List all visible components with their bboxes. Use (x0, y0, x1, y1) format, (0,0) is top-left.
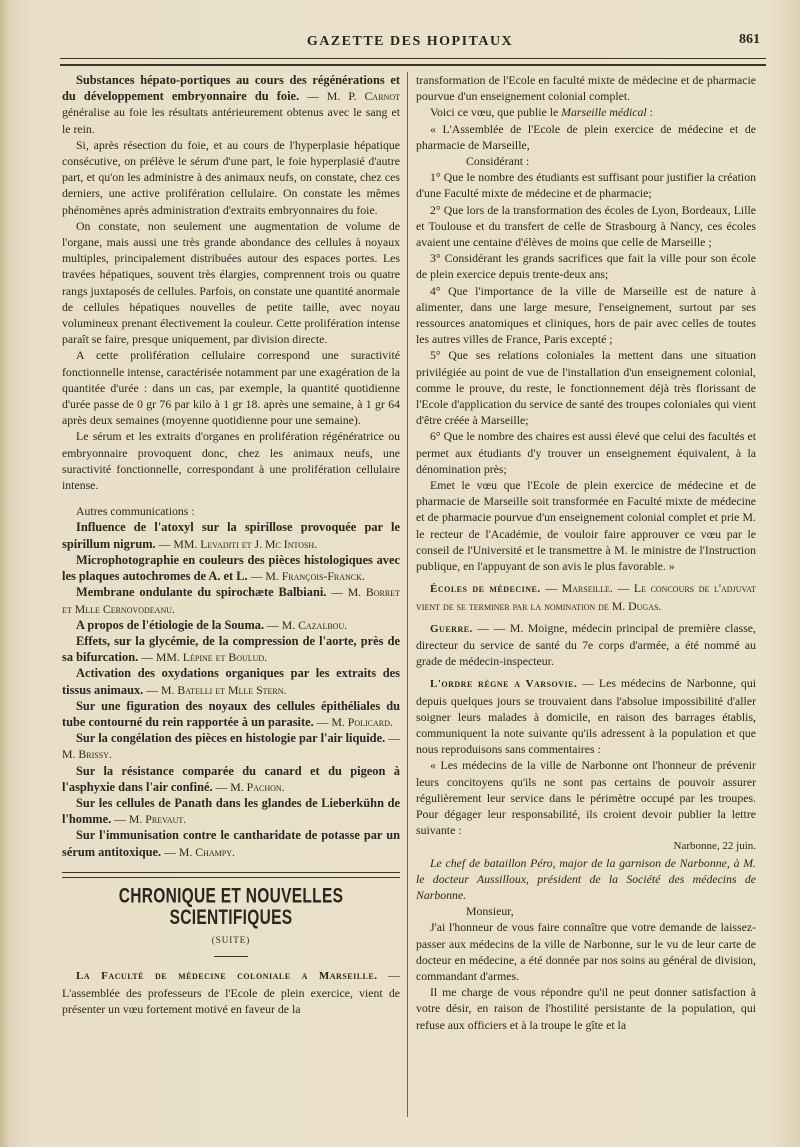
communication-author: — M. François-Franck. (250, 569, 365, 584)
communication-author: — M. Prevaut. (114, 812, 187, 827)
right-column (416, 72, 756, 1033)
communication-title: Sur une figuration des noyaux des cellules épithéliales du tube contourné du rein rapportée à un parasite. (62, 698, 400, 729)
communication-title: Effets, sur la glycémie, de la compression de l'aorte, près de sa bifurcation. (62, 633, 400, 665)
communication-item (62, 665, 400, 697)
considerant-label: Considérant : (466, 154, 530, 169)
communications-list (62, 519, 400, 859)
considerant-item: 6° Que le nombre des chaires est aussi élevé que celui des facultés et permet aux étudiants d'y trouver un enseignement équivalent, à la dénomination près; (416, 429, 756, 476)
text-span: : (646, 105, 653, 120)
article-author: — M. P. Carnot (307, 89, 400, 104)
communication-author: — M. Batelli et Mlle Stern. (146, 682, 287, 697)
news-text: — Les médecins de Narbonne, qui depuis quelques jours se trouvaient dans l'absolue impossibilité d'aller soigner leurs malades à domicile, en raison des barrages établis, communiquent la note suivante qu'ils adressent à la population et que nous reproduisons sans commentaires : (416, 676, 757, 757)
communication-item (62, 763, 400, 795)
news-item-faculte (62, 967, 400, 1017)
communication-author: — M. Policard. (316, 714, 393, 729)
page-header (60, 32, 760, 54)
considerant-item: 3° Considérant les grands sacrifices que fait la ville pour son école de plein exercice depuis trente-deux ans; (416, 251, 756, 282)
article-title: Substances hépato-portiques au cours des régénérations et du développement embryonnaire du foie. (62, 73, 400, 104)
dateline: Narbonne, 22 juin. (673, 840, 756, 853)
paragraph: Le sérum et les extraits d'organes en prolifération régénératrice ou embryonnaire provoquent donc, chez les animaux neufs, une suractivité fonctionnelle, correspondant à une prolifération cellulaire intense. (62, 429, 400, 493)
journal-title: GAZETTE DES HOPITAUX (306, 34, 514, 49)
communication-author: — MM. Levaditi et J. Mc Intosh. (158, 536, 318, 551)
resolution-paragraph: Emet le vœu que l'Ecole de plein exercice de médecine et de pharmacie de Marseille soit transformée en Faculté mixte de médecine et de pharmacie pourvue d'un enseignement colonial complet et prie M. le recteur de l'Académie, de vouloir faire approuver ce vœu par le conseil de l'Université et le transmettre à M. le ministre de l'Instruction publique, en l'appuyant de son avis le plus favorable. » (416, 478, 756, 574)
section-rule (62, 872, 400, 878)
quote-paragraph: « Les médecins de la ville de Narbonne ont l'honneur de prévenir leurs concitoyens qu'ils ne sont pas certains de pouvoir assurer régulièrement leur service dans le périmètre occupé par les troupes. Pour dégager leur responsabilité, ils croient devoir publier la lettre suivante : (416, 758, 756, 838)
communication-title: Sur l'immunisation contre le cantharidate de potasse par un sérum antitoxique. (62, 828, 400, 859)
letter-paragraph: J'ai l'honneur de vous faire connaître que votre demande de laissez-passer aux médecins de la ville de Narbonne, sur le vu de leur carte de docteur en médecine, a été donnée par nos soins au général de division, commandant d'armes. (416, 920, 756, 983)
news-text: — Marseille. — Le concours de l'adjuvat vient de se terminer par la nomination de M. Dugas. (416, 581, 756, 613)
communication-item (62, 730, 400, 762)
paragraph: transformation de l'Ecole en faculté mixte de médecine et de pharmacie pourvue d'un enseignement colonial complet. (416, 73, 756, 104)
section-heading: CHRONIQUE ET NOUVELLES SCIENTIFIQUES (118, 884, 344, 930)
page-margin-shadow (0, 0, 10, 1147)
communication-item (62, 519, 400, 551)
paragraph: A cette prolifération cellulaire correspond une suractivité fonctionnelle intense, caractérisée notamment par une exagération de la quantitée d'urée : dans un cas, par exemple, la quantité quotidienne d'urée passe de 0 gr 76 par kilo à 1 gr 18. après une semaine, à 1 gr 64 après deux semaines (moyenne quotidienne pour une semaine). (62, 348, 400, 428)
news-text: — — M. Moigne, médecin principal de première classe, directeur du service de santé du 7e corps d'armée, a été nommé au grade de médecin-inspecteur. (416, 620, 756, 669)
news-heading: L'ordre règne a Varsovie. (430, 678, 578, 691)
communication-author: — M. Pachon. (215, 779, 285, 794)
letter-address: Le chef de bataillon Péro, major de la garnison de Narbonne, à M. le docteur Aussilloux, président de la Société des médecins de Narbonne. (416, 855, 756, 902)
paragraph: « L'Assemblée de l'Ecole de plein exercice de médecine et de pharmacie de Marseille, (416, 121, 756, 152)
communication-item (62, 795, 400, 827)
communication-item (62, 584, 400, 616)
paragraph: Si, après résection du foie, et au cours de l'hyperplasie hépatique consécutive, on prélève le sérum d'une part, le foie hyperplasié d'autre part, et qu'on les administre à des animaux neufs, on constate, chez ces derniers, une active prolifération cellulaire. On constate les mêmes phénomènes après administration d'extraits embryonnaires du foie. (62, 137, 400, 217)
considerant-item: 1° Que le nombre des étudiants est suffisant pour justifier la création d'une Faculté mixte de médecine et de pharmacie; (416, 170, 756, 201)
news-heading: La Faculté de médecine coloniale a Marseille. (76, 970, 378, 983)
communication-title: Sur la résistance comparée du canard et du pigeon à l'asphyxie dans l'air confiné. (62, 763, 400, 794)
communication-author: — M. Brissy. (62, 731, 401, 762)
communication-title: Activation des oxydations organiques par les extraits des tissus animaux. (62, 666, 400, 697)
column-separator (407, 72, 408, 1117)
communication-title: Membrane ondulante du spirochæte Balbiani. (76, 585, 327, 600)
text-span: Voici ce vœu, que publie le (430, 105, 562, 120)
news-item-ecoles (416, 580, 756, 613)
considerant-item: 5° Que ses relations coloniales la mettent dans une situation privilégiée au point de vue de l'installation d'un enseignement colonial, comme le prouve, du reste, le fonctionnement déjà très florissant de l'Ecole d'application du service de santé des troupes coloniales qui vient d'être créée à Marseille; (416, 348, 756, 428)
communication-item (62, 617, 400, 633)
paragraph (416, 104, 756, 120)
considerant-item: 4° Que l'importance de la ville de Marseille est de nature à alimenter, dans une large mesure, l'enseignement, surtout par ses ressources anatomiques et cliniques, hors de pair avec celles de toutes les autres villes de France, Paris excepté ; (416, 283, 756, 347)
communication-title: Influence de l'atoxyl sur la spirillose provoquée par le spirillum nigrum. (62, 520, 400, 551)
news-text: — L'assemblée des professeurs de l'Ecole de plein exercice, vient de présenter un vœu fortement motivé en faveur de la (62, 968, 401, 1016)
communication-author: — M. Borret et Mlle Cernovodeanu. (62, 585, 400, 616)
short-divider (214, 956, 248, 957)
news-item-guerre (416, 620, 756, 670)
communication-item (62, 698, 400, 730)
communication-item (62, 827, 400, 859)
news-heading: Guerre. (430, 622, 473, 635)
header-rule (60, 58, 766, 66)
left-column (62, 72, 400, 1017)
communication-title: Sur la congélation des pièces en histologie par l'air liquide. (76, 731, 386, 746)
communication-title: Microphotographie en couleurs des pièces histologiques avec les plaques autochromes de A. et L. (62, 552, 400, 584)
communication-author: — M. Champy. (164, 844, 235, 859)
section-subheading: (SUITE) (211, 935, 251, 946)
news-heading: Écoles de médecine. (430, 583, 541, 596)
considerant-item: 2° Que lors de la transformation des écoles de Lyon, Bordeaux, Lille et Toulouse et du transfert de celle de Strasbourg à Nancy, ces écoles avaient une centaine d'élèves de moins que celle de Marseille ; (416, 202, 756, 250)
paragraph: On constate, non seulement une augmentation de volume de l'organe, mais aussi une très grande abondance des cellules à noyaux multiples, principalement distribuées autour des espaces portes. Les travées hépatiques, souvent très élargies, comprennent trois ou quatre rangs juxtaposés de cellules. Parfois, on constate une quantité anormale de cellules hépatiques nouvelles de petite taille, avec noyau volumineux prenant électivement la couleur. Cette prolifération intense paraît se faire, presque uniquement, par division directe. (62, 218, 400, 347)
page-number: 861 (739, 32, 760, 47)
article-carnot (62, 72, 400, 137)
news-item-varsovie (416, 675, 756, 757)
communication-title: A propos de l'étiologie de la Souma. (76, 617, 265, 632)
letter-salutation: Monsieur, (466, 904, 514, 919)
article-text: généralise au foie les résultats antérieurement obtenus avec le sang et le rein. (62, 105, 400, 136)
letter-paragraph: Il me charge de vous répondre qu'il ne peut donner satisfaction à votre désir, en raison de l'hostilité persistante de la population, qui refuse aux officiers et à la troupe le gîte et la (416, 985, 756, 1032)
journal-reference: Marseille médical (561, 105, 647, 120)
communications-intro: Autres communications : (76, 504, 195, 519)
communication-title: Sur les cellules de Panath dans les glandes de Lieberkühn de l'homme. (62, 795, 400, 827)
communication-item (62, 552, 400, 584)
communication-author: — MM. Lépine et Boulud. (141, 650, 268, 665)
communication-item (62, 633, 400, 665)
communication-author: — M. Cazalbou. (267, 617, 348, 632)
